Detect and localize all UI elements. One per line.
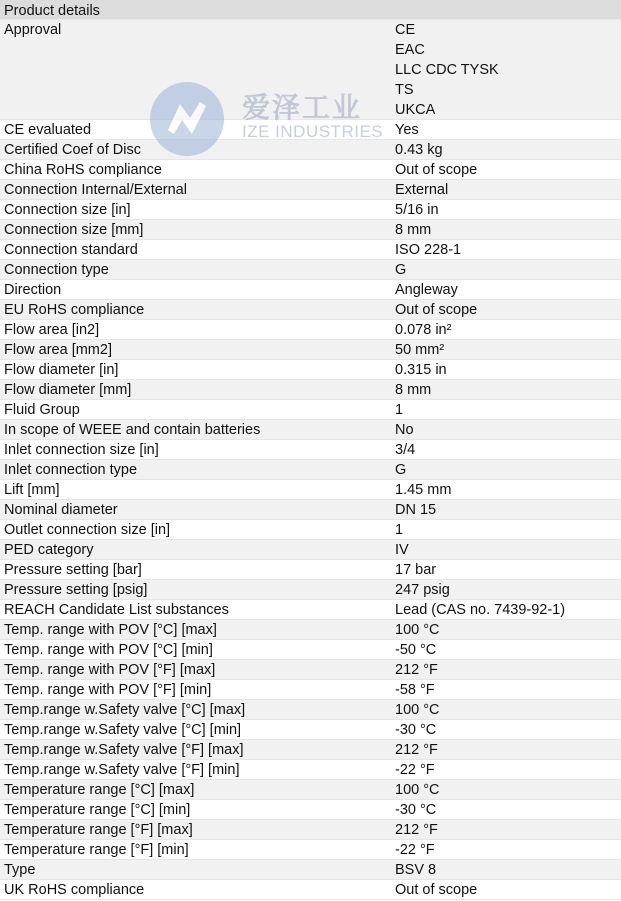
row-key: Temperature range [°F] [min] bbox=[4, 842, 189, 858]
row-value: G bbox=[395, 462, 407, 478]
table-row bbox=[0, 820, 621, 840]
row-key: China RoHS compliance bbox=[4, 162, 162, 178]
row-value: Out of scope bbox=[395, 882, 478, 898]
row-value: -58 °F bbox=[395, 682, 435, 698]
row-key: Temp. range with POV [°F] [max] bbox=[4, 662, 216, 678]
row-value: -22 °F bbox=[395, 762, 435, 778]
table-row bbox=[0, 580, 621, 600]
approval-value: UKCA bbox=[395, 102, 436, 118]
row-key: Temp.range w.Safety valve [°C] [max] bbox=[4, 702, 246, 718]
table-row bbox=[0, 660, 621, 680]
watermark-en-text: IZE INDUSTRIES bbox=[242, 122, 384, 141]
table-row bbox=[0, 620, 621, 640]
row-key: EU RoHS compliance bbox=[4, 302, 145, 318]
table-row bbox=[0, 560, 621, 580]
row-value: 0.43 kg bbox=[395, 142, 443, 158]
table-row bbox=[0, 440, 621, 460]
table-row bbox=[0, 740, 621, 760]
row-key: Type bbox=[4, 862, 36, 878]
table-row bbox=[0, 220, 621, 240]
row-key: CE evaluated bbox=[4, 122, 92, 138]
row-key: Inlet connection type bbox=[4, 462, 138, 478]
row-key: Inlet connection size [in] bbox=[4, 442, 159, 458]
approval-value: EAC bbox=[395, 42, 425, 58]
row-key: Flow diameter [mm] bbox=[4, 382, 132, 398]
table-row bbox=[0, 500, 621, 520]
approval-value: TS bbox=[395, 82, 414, 98]
table-row bbox=[0, 380, 621, 400]
row-key: Connection type bbox=[4, 262, 109, 278]
table-body bbox=[0, 120, 621, 900]
row-value: 1 bbox=[395, 402, 404, 418]
row-value: ISO 228-1 bbox=[395, 242, 462, 258]
row-key: Certified Coef of Disc bbox=[4, 142, 141, 158]
row-value: 50 mm² bbox=[395, 342, 445, 358]
row-value: External bbox=[395, 182, 449, 198]
row-value: 0.078 in² bbox=[395, 322, 452, 338]
row-value: IV bbox=[395, 542, 409, 558]
row-key: Temperature range [°C] [min] bbox=[4, 802, 191, 818]
row-value: -30 °C bbox=[395, 722, 437, 738]
row-value: 0.315 in bbox=[395, 362, 447, 378]
row-key: Pressure setting [bar] bbox=[4, 562, 142, 578]
row-value: 212 °F bbox=[395, 822, 438, 838]
table-row bbox=[0, 180, 621, 200]
table-row bbox=[0, 800, 621, 820]
row-value: 212 °F bbox=[395, 662, 438, 678]
table-row bbox=[0, 860, 621, 880]
row-value: 3/4 bbox=[395, 442, 416, 458]
table-row bbox=[0, 640, 621, 660]
row-value: -50 °C bbox=[395, 642, 437, 658]
table-row bbox=[0, 840, 621, 860]
row-value: Out of scope bbox=[395, 162, 478, 178]
table-header: Product details bbox=[0, 0, 621, 20]
row-value: Out of scope bbox=[395, 302, 478, 318]
row-key: Connection standard bbox=[4, 242, 138, 258]
row-key: Flow area [in2] bbox=[4, 322, 100, 338]
row-key: In scope of WEEE and contain batteries bbox=[4, 422, 261, 438]
table-row bbox=[0, 360, 621, 380]
row-key: Temp. range with POV [°F] [min] bbox=[4, 682, 212, 698]
table-row bbox=[0, 140, 621, 160]
row-key: Fluid Group bbox=[4, 402, 80, 418]
row-value: 100 °C bbox=[395, 702, 440, 718]
row-value: 17 bar bbox=[395, 562, 437, 578]
row-value: 8 mm bbox=[395, 222, 432, 238]
table-row bbox=[0, 540, 621, 560]
table-row bbox=[0, 700, 621, 720]
row-key: Outlet connection size [in] bbox=[4, 522, 171, 538]
row-key: UK RoHS compliance bbox=[4, 882, 145, 898]
table-row-approval bbox=[0, 20, 621, 120]
row-key: Temp.range w.Safety valve [°F] [min] bbox=[4, 762, 240, 778]
table-row bbox=[0, 880, 621, 900]
row-key: Temp.range w.Safety valve [°F] [max] bbox=[4, 742, 244, 758]
row-value: G bbox=[395, 262, 407, 278]
row-value: BSV 8 bbox=[395, 862, 437, 878]
row-key: Temperature range [°C] [max] bbox=[4, 782, 195, 798]
table-row bbox=[0, 780, 621, 800]
row-value: -30 °C bbox=[395, 802, 437, 818]
row-value: 212 °F bbox=[395, 742, 438, 758]
row-key: Nominal diameter bbox=[4, 502, 118, 518]
row-value: No bbox=[395, 422, 414, 438]
approval-value: CE bbox=[395, 22, 416, 38]
row-value: -22 °F bbox=[395, 842, 435, 858]
row-key: Connection Internal/External bbox=[4, 182, 187, 198]
row-key: Temperature range [°F] [max] bbox=[4, 822, 193, 838]
row-key: Direction bbox=[4, 282, 62, 298]
table-row bbox=[0, 720, 621, 740]
row-value: 247 psig bbox=[395, 582, 450, 598]
row-value: Yes bbox=[395, 122, 419, 138]
table-row bbox=[0, 280, 621, 300]
row-key: Pressure setting [psig] bbox=[4, 582, 148, 598]
row-value: 1 bbox=[395, 522, 404, 538]
table-row bbox=[0, 680, 621, 700]
row-key: Connection size [in] bbox=[4, 202, 131, 218]
row-key: REACH Candidate List substances bbox=[4, 602, 229, 618]
table-row bbox=[0, 200, 621, 220]
row-value: DN 15 bbox=[395, 502, 437, 518]
table-row bbox=[0, 300, 621, 320]
table-row bbox=[0, 760, 621, 780]
table-row bbox=[0, 520, 621, 540]
row-value: 1.45 mm bbox=[395, 482, 452, 498]
row-value: 5/16 in bbox=[395, 202, 439, 218]
row-key: Connection size [mm] bbox=[4, 222, 144, 238]
table-row bbox=[0, 320, 621, 340]
row-value: 100 °C bbox=[395, 782, 440, 798]
table-row bbox=[0, 240, 621, 260]
table-row bbox=[0, 120, 621, 140]
row-key: PED category bbox=[4, 542, 94, 558]
approval-values bbox=[391, 20, 621, 119]
row-key: Flow area [mm2] bbox=[4, 342, 112, 358]
row-value: 8 mm bbox=[395, 382, 432, 398]
table-row bbox=[0, 420, 621, 440]
row-key: Temp.range w.Safety valve [°C] [min] bbox=[4, 722, 242, 738]
row-value: Angleway bbox=[395, 282, 458, 298]
row-key: Lift [mm] bbox=[4, 482, 60, 498]
watermark-cn-text: 爱泽工业 bbox=[242, 91, 363, 124]
row-key: Approval bbox=[4, 22, 62, 38]
table-row bbox=[0, 480, 621, 500]
row-key: Temp. range with POV [°C] [min] bbox=[4, 642, 213, 658]
table-row bbox=[0, 160, 621, 180]
table-row bbox=[0, 600, 621, 620]
row-key: Temp. range with POV [°C] [max] bbox=[4, 622, 217, 638]
row-value: 100 °C bbox=[395, 622, 440, 638]
approval-value: LLC CDC TYSK bbox=[395, 62, 499, 78]
table-row bbox=[0, 340, 621, 360]
table-row bbox=[0, 460, 621, 480]
row-key: Flow diameter [in] bbox=[4, 362, 119, 378]
table-row bbox=[0, 260, 621, 280]
row-value: Lead (CAS no. 7439-92-1) bbox=[395, 602, 566, 618]
table-row bbox=[0, 400, 621, 420]
